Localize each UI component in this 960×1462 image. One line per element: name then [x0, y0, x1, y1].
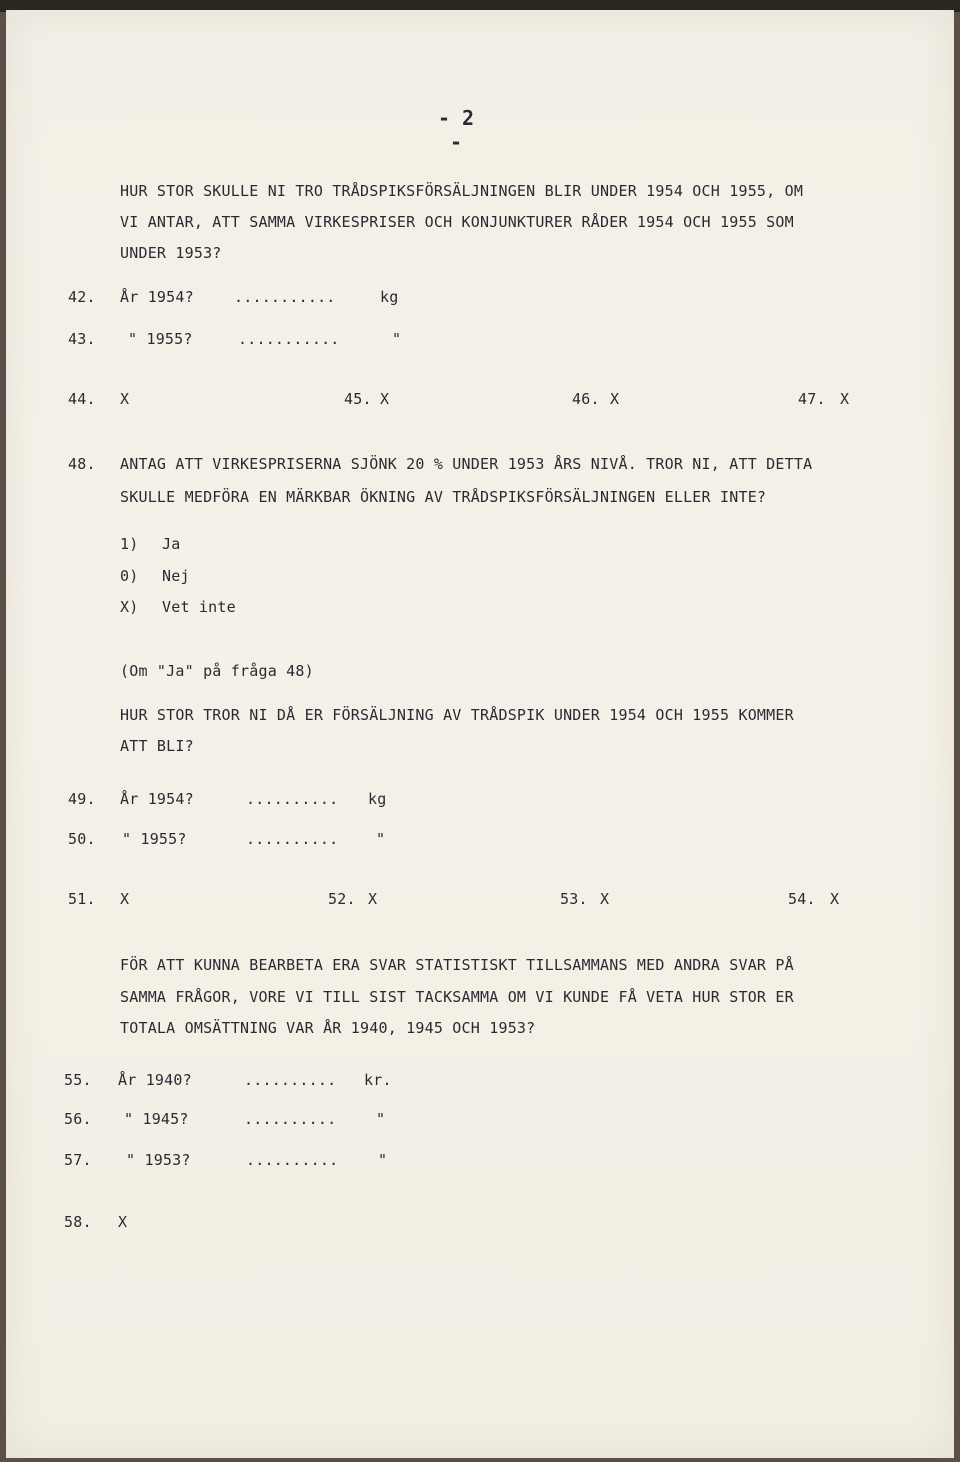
q47-number: 47. — [798, 390, 826, 408]
q50-label: " 1955? — [122, 830, 187, 848]
q56-label: " 1945? — [124, 1110, 189, 1128]
q48-option-3-code: X) — [120, 598, 139, 616]
q48-option-2-code: 0) — [120, 567, 139, 585]
q52-number: 52. — [328, 890, 356, 908]
q46-value: X — [610, 390, 620, 408]
q53-number: 53. — [560, 890, 588, 908]
q58-number: 58. — [64, 1213, 92, 1231]
page-number: - 2 - — [437, 106, 475, 154]
q48-line-1: ANTAG ATT VIRKESPRISERNA SJÖNK 20 % UNDER 1953 ÅRS NIVÅ. TROR NI, ATT DETTA — [120, 455, 813, 473]
q58-value: X — [118, 1213, 128, 1231]
q43-number: 43. — [68, 330, 96, 348]
q43-unit: " — [392, 330, 402, 348]
q54-value: X — [830, 890, 840, 908]
q56-number: 56. — [64, 1110, 92, 1128]
q53-value: X — [600, 890, 610, 908]
intro-line-1: HUR STOR SKULLE NI TRO TRÅDSPIKSFÖRSÄLJNINGEN BLIR UNDER 1954 OCH 1955, OM — [120, 182, 804, 200]
q48-option-3-text: Vet inte — [162, 598, 236, 616]
q52-value: X — [368, 890, 378, 908]
q57-unit: " — [378, 1151, 388, 1169]
closing-line-1: FÖR ATT KUNNA BEARBETA ERA SVAR STATISTISKT TILLSAMMANS MED ANDRA SVAR PÅ — [120, 956, 794, 974]
closing-line-2: SAMMA FRÅGOR, VORE VI TILL SIST TACKSAMMA OM VI KUNDE FÅ VETA HUR STOR ER — [120, 988, 794, 1006]
q44-value: X — [120, 390, 130, 408]
followup-note: (Om "Ja" på fråga 48) — [120, 662, 314, 680]
q56-answer-dots: .......... — [244, 1110, 337, 1128]
q49-number: 49. — [68, 790, 96, 808]
q57-label: " 1953? — [126, 1151, 191, 1169]
q55-answer-dots: .......... — [244, 1071, 337, 1089]
q42-unit: kg — [380, 288, 399, 306]
q48-line-2: SKULLE MEDFÖRA EN MÄRKBAR ÖKNING AV TRÅDSPIKSFÖRSÄLJNINGEN ELLER INTE? — [120, 488, 767, 506]
q43-label: " 1955? — [128, 330, 193, 348]
followup-line-2: ATT BLI? — [120, 737, 194, 755]
q42-number: 42. — [68, 288, 96, 306]
q44-number: 44. — [68, 390, 96, 408]
q51-number: 51. — [68, 890, 96, 908]
q47-value: X — [840, 390, 850, 408]
q55-label: År 1940? — [118, 1071, 192, 1089]
q42-answer-dots: ........... — [234, 288, 336, 306]
q55-unit: kr. — [364, 1071, 392, 1089]
q46-number: 46. — [572, 390, 600, 408]
followup-line-1: HUR STOR TROR NI DÅ ER FÖRSÄLJNING AV TRÅDSPIK UNDER 1954 OCH 1955 KOMMER — [120, 706, 794, 724]
q57-answer-dots: .......... — [246, 1151, 339, 1169]
q42-label: År 1954? — [120, 288, 194, 306]
q48-option-2-text: Nej — [162, 567, 190, 585]
intro-line-2: VI ANTAR, ATT SAMMA VIRKESPRISER OCH KONJUNKTURER RÅDER 1954 OCH 1955 SOM — [120, 213, 794, 231]
q50-answer-dots: .......... — [246, 830, 339, 848]
q48-option-1-text: Ja — [162, 535, 181, 553]
document-page — [6, 10, 954, 1458]
q49-label: År 1954? — [120, 790, 194, 808]
q55-number: 55. — [64, 1071, 92, 1089]
q45-value: X — [380, 390, 390, 408]
q43-answer-dots: ........... — [238, 330, 340, 348]
q56-unit: " — [376, 1110, 386, 1128]
q49-answer-dots: .......... — [246, 790, 339, 808]
q48-number: 48. — [68, 455, 96, 473]
q50-number: 50. — [68, 830, 96, 848]
q49-unit: kg — [368, 790, 387, 808]
q45-number: 45. — [344, 390, 372, 408]
q54-number: 54. — [788, 890, 816, 908]
q51-value: X — [120, 890, 130, 908]
closing-line-3: TOTALA OMSÄTTNING VAR ÅR 1940, 1945 OCH 1953? — [120, 1019, 536, 1037]
intro-line-3: UNDER 1953? — [120, 244, 222, 262]
q48-option-1-code: 1) — [120, 535, 139, 553]
q50-unit: " — [376, 830, 386, 848]
q57-number: 57. — [64, 1151, 92, 1169]
